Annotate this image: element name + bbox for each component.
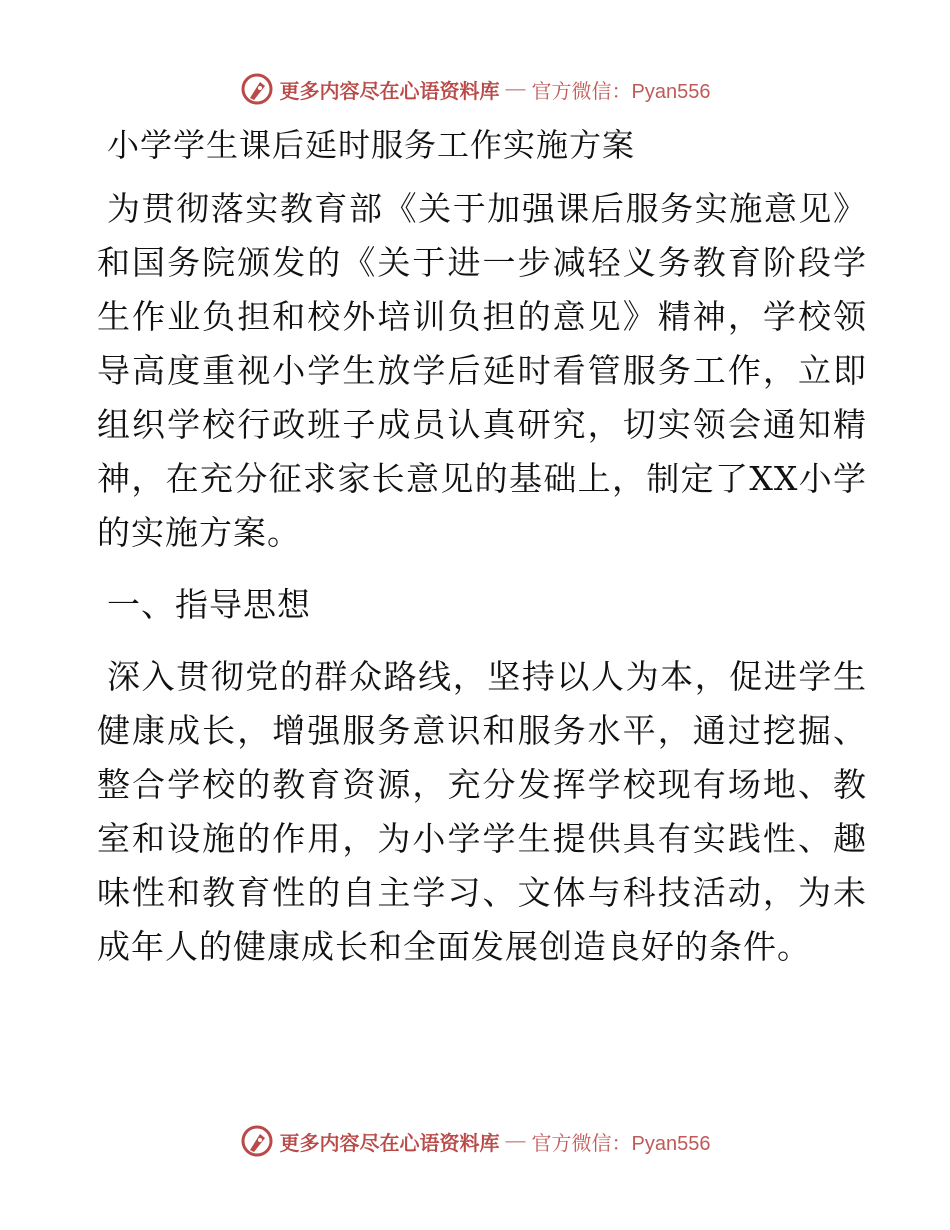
banner-contact: 官方微信：Pyan556 (531, 80, 711, 103)
banner-separator: — (505, 1129, 526, 1152)
section-paragraph: 深入贯彻党的群众路线，坚持以人为本，促进学生健康成长，增强服务意识和服务水平，通过挖掘、整合学校的教育资源，充分发挥学校现有场地、教室和设施的作用，为小学学生提供具有实践性、趣味性和教育性的自主学习、文体与科技活动，为未成年人的健康成长和全面发展创造良好的条件。 (97, 657, 867, 966)
document-body (97, 122, 867, 992)
banner-text: 更多内容尽在心语资料库 (279, 78, 500, 103)
pen-nib-logo-icon (240, 72, 274, 106)
pen-nib-logo-icon (240, 1124, 274, 1158)
banner-separator: — (505, 77, 526, 100)
header-banner (0, 72, 950, 106)
document-title: 小学学生课后延时服务工作实施方案 (107, 126, 636, 164)
intro-paragraph: 为贯彻落实教育部《关于加强课后服务实施意见》和国务院颁发的《关于进一步减轻义务教育阶段学生作业负担和校外培训负担的意见》精神，学校领导高度重视小学生放学后延时看管服务工作，立即组织学校行政班子成员认真研究，切实领会通知精神，在充分征求家长意见的基础上，制定了XX小学的实施方案。 (97, 189, 867, 552)
banner-contact: 官方微信：Pyan556 (531, 1132, 711, 1155)
footer-banner (0, 1124, 950, 1158)
banner-text: 更多内容尽在心语资料库 (279, 1130, 500, 1155)
section-heading: 一、指导思想 (107, 585, 311, 624)
